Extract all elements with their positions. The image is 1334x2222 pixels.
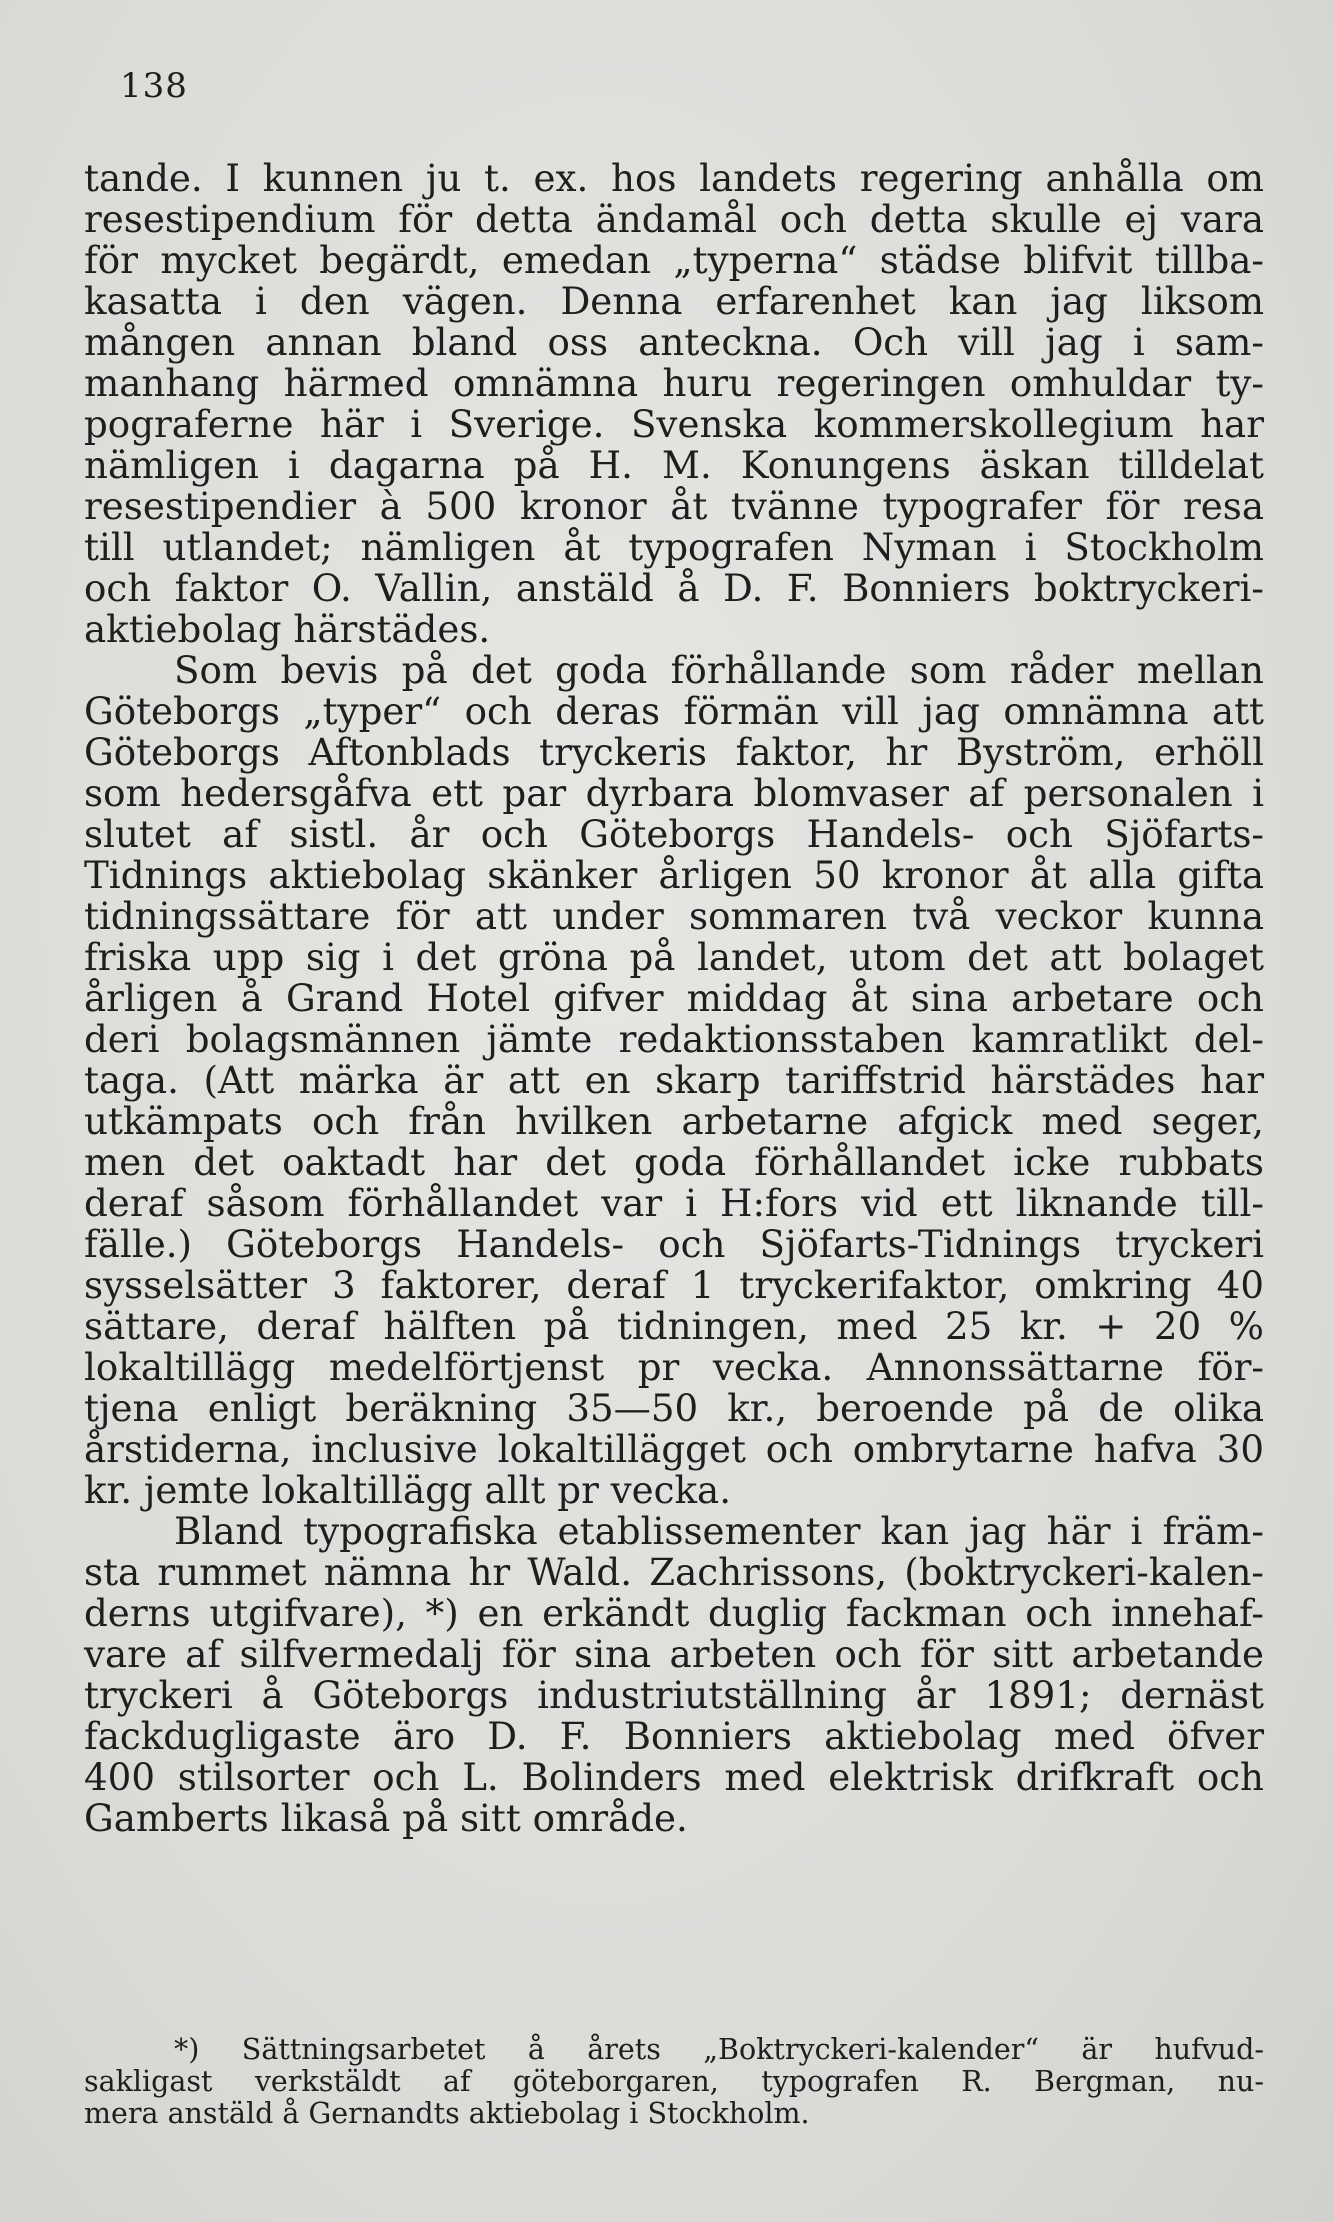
- text-line: pograferne här i Sverige. Svenska kommerskollegium har: [84, 402, 1264, 446]
- text-line: fälle.) Göteborgs Handels- och Sjöfarts-Tidnings tryckeri: [84, 1222, 1264, 1266]
- text-line: friska upp sig i det gröna på landet, utom det att bolaget: [84, 935, 1264, 979]
- text-line: aktiebolag härstädes.: [84, 607, 491, 651]
- text-line: mången annan bland oss anteckna. Och vill jag i sam-: [84, 320, 1264, 364]
- text-line: fackdugligaste äro D. F. Bonniers aktiebolag med öfver: [84, 1714, 1264, 1758]
- footnote: [84, 2034, 1264, 2130]
- text-line: sättare, deraf hälften på tidningen, med 25 kr. + 20 %: [84, 1304, 1264, 1348]
- text-line: sysselsätter 3 faktorer, deraf 1 tryckerifaktor, omkring 40: [84, 1263, 1264, 1307]
- footnote-line: mera anstäld å Gernandts aktiebolag i Stockholm.: [84, 2097, 810, 2130]
- text-line: vare af silfvermedalj för sina arbeten och för sitt arbetande: [84, 1632, 1264, 1676]
- text-line: manhang härmed omnämna huru regeringen omhuldar ty-: [84, 361, 1264, 405]
- text-line: tryckeri å Göteborgs industriutställning år 1891; dernäst: [84, 1673, 1264, 1717]
- text-line: kasatta i den vägen. Denna erfarenhet kan jag liksom: [84, 279, 1264, 323]
- text-line: kr. jemte lokaltillägg allt pr vecka.: [84, 1468, 732, 1512]
- text-line: årligen å Grand Hotel gifver middag åt sina arbetare och: [84, 976, 1264, 1020]
- body-text: [84, 158, 1264, 1839]
- text-line: Göteborgs „typer“ och deras förmän vill jag omnämna att: [84, 689, 1264, 733]
- text-line: och faktor O. Vallin, anstäld å D. F. Bonniers boktryckeri-: [84, 566, 1264, 610]
- text-line: slutet af sistl. år och Göteborgs Handels- och Sjöfarts-: [84, 812, 1264, 856]
- text-line: som hedersgåfva ett par dyrbara blomvaser af personalen i: [84, 771, 1264, 815]
- text-line: Göteborgs Aftonblads tryckeris faktor, hr Byström, erhöll: [84, 730, 1264, 774]
- text-line: för mycket begärdt, emedan „typerna“ städse blifvit tillba-: [84, 238, 1264, 282]
- text-line: taga. (Att märka är att en skarp tariffstrid härstädes har: [84, 1058, 1264, 1102]
- text-line: Bland typografiska etablissementer kan jag här i främ-: [174, 1509, 1264, 1553]
- text-line: nämligen i dagarna på H. M. Konungens äskan tilldelat: [84, 443, 1264, 487]
- footnote-line: sakligast verkstäldt af göteborgaren, typografen R. Bergman, nu-: [84, 2065, 1264, 2098]
- text-line: Tidnings aktiebolag skänker årligen 50 kronor åt alla gifta: [84, 853, 1264, 897]
- text-line: resestipendier à 500 kronor åt tvänne typografer för resa: [84, 484, 1264, 528]
- text-line: till utlandet; nämligen åt typografen Nyman i Stockholm: [84, 525, 1264, 569]
- text-line: tjena enligt beräkning 35—50 kr., beroende på de olika: [84, 1386, 1264, 1430]
- text-line: årstiderna, inclusive lokaltillägget och ombrytarne hafva 30: [84, 1427, 1264, 1471]
- text-line: utkämpats och från hvilken arbetarne afgick med seger,: [84, 1099, 1264, 1143]
- page-number: 138: [120, 66, 188, 106]
- footnote-line: *) Sättningsarbetet å årets „Boktryckeri-kalender“ är hufvud-: [174, 2033, 1264, 2066]
- text-line: Gamberts likaså på sitt område.: [84, 1796, 688, 1840]
- text-line: tande. I kunnen ju t. ex. hos landets regering anhålla om: [84, 156, 1264, 200]
- text-line: lokaltillägg medelförtjenst pr vecka. Annonssättarne för-: [84, 1345, 1264, 1389]
- text-line: 400 stilsorter och L. Bolinders med elektrisk drifkraft och: [84, 1755, 1264, 1799]
- text-line: derns utgifvare), *) en erkändt duglig fackman och innehaf-: [84, 1591, 1264, 1635]
- text-line: sta rummet nämna hr Wald. Zachrissons, (boktryckeri-kalen-: [84, 1550, 1264, 1594]
- text-line: men det oaktadt har det goda förhållandet icke rubbats: [84, 1140, 1264, 1184]
- text-line: deri bolagsmännen jämte redaktionsstaben kamratlikt del-: [84, 1017, 1264, 1061]
- text-line: resestipendium för detta ändamål och detta skulle ej vara: [84, 197, 1264, 241]
- text-line: deraf såsom förhållandet var i H:fors vid ett liknande till-: [84, 1181, 1264, 1225]
- text-line: tidningssättare för att under sommaren två veckor kunna: [84, 894, 1264, 938]
- text-line: Som bevis på det goda förhållande som råder mellan: [174, 648, 1264, 692]
